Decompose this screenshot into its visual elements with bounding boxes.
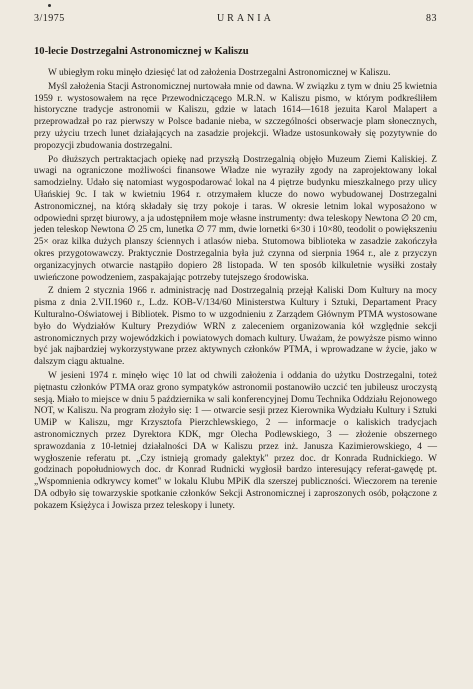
article-title: 10-lecie Dostrzegalni Astronomicznej w Kaliszu [34, 46, 249, 57]
article-body [34, 68, 437, 514]
paragraph: Po dłuższych pertraktacjach opiekę nad przyszłą Dostrzegalnią objęło Muzeum Ziemi Kaliskiej. Z uwagi na ograniczone możliwości finansowe Władze nie wyraziły zgody na zaprojektowany lokal samodzielny. Udało się natomiast wygospodarować lokal na 4 piętrze budynku mieszkalnego przy ulicy Ułańskiej 9c. I tak w kwietniu 1964 r. otrzymałem klucze do nowo wybudowanej Dostrzegalni Astronomicznej, na którą składały się trzy pokoje i taras. W okresie letnim lokal wyposażono w odpowiedni sprzęt biurowy, a ja udostępniłem moje własne instrumenty: dwa teleskopy Newtona ∅ 20 cm, jeden teleskop Newtona ∅ 25 cm, lunetka ∅ 77 mm, dwie lornetki 6×30 i 10×80, teodolit o powiększeniu 25× oraz kilka dużych planszy ściennych i atlasów nieba. Stutomowa biblioteka w zasadzie zakończyła okres przygotowawczy. Praktycznie Dostrzegalnia była już czynna od sierpnia 1964 r., ale z przyczyn organizacyjnych otwarcie nastąpiło dopiero 28 listopada. W ten sposób kilkuletnie wysiłki zostały uwieńczone powodzeniem, zaspakajając potrzeby tutejszego środowiska. [34, 154, 437, 283]
paragraph: Z dniem 2 stycznia 1966 r. administrację nad Dostrzegalnią przejął Kaliski Dom Kultury na mocy pisma z dnia 2.VII.1960 r., L.dz. KOB-V/134/60 Ministerstwa Kultury i Sztuki, Departament Pracy Kulturalno-Oświatowej i Bibliotek. Pismo to w uzgodnieniu z Zarządem Głównym PTMA wystosowane było do Wydziałów Kultury Prezydiów WRN z zaleceniem organizowania kół względnie sekcji astronomicznych przy wojewódzkich i powiatowych domach kultury. Uważam, że powyższe pismo winno być jak najbardziej wykorzystywane przez aktywnych członków PTMA, i wprowadzane w życie, jako w dalszym ciągu aktualne. [34, 286, 437, 368]
journal-name: URANIA [216, 13, 274, 24]
paragraph: W jesieni 1974 r. minęło więc 10 lat od chwili założenia i oddania do użytku Dostrzegalni, toteż piętnastu członków PTMA oraz grono sympatyków astronomii postanowiło uczcić ten jubileusz uroczystą sesją. Miało to miejsce w dniu 5 października w sali konferencyjnej Domu Technika Oddziału Rejonowego NOT, w Kaliszu. Na program złożyło się: 1 — otwarcie sesji przez Kierownika Wydziału Kultury i Sztuki UMiP w Kaliszu, mgr Krzysztofa Pierzchlewskiego, 2 — informacje o kaliskich tradycjach astronomicznych przez Dyrektora KDK, mgr Olecha Podlewskiego, 3 — złożenie obszernego sprawozdania z 10-letniej działalności DA w Kaliszu przez inż. Janusza Kazimierowskiego, 4 — wygłoszenie referatu pt. „Czy istnieją gromady galektyk" przez doc. dr Konrada Rudnickiego. W godzinach popołudniowych doc. dr Konrad Rudnicki wygłosił bardzo interesujący referat-gawędę pt. „Wspomnienia odkrywcy komet" w lokalu Klubu MPiK dla szerszej publiczności. Wieczorem na terenie DA odbyło się towarzyskie spotkanie członków Sekcji Astronomicznej i zaproszonych osób, połączone z pokazem Księżyca i Jowisza przez teleskopy i lunety. [34, 370, 437, 511]
issue-number: 3/1975 [34, 13, 65, 24]
running-header [34, 13, 437, 24]
paragraph: W ubiegłym roku minęło dziesięć lat od założenia Dostrzegalni Astronomicznej w Kaliszu. [48, 68, 391, 78]
print-mark [48, 4, 51, 7]
page-number: 83 [425, 13, 437, 24]
paragraph: Myśl założenia Stacji Astronomicznej nurtowała mnie od dawna. W związku z tym w dniu 25 kwietnia 1959 r. wystosowałem na ręce Przewodniczącego M.R.N. w Kaliszu pismo, w którym podkreśliłem historyczne tradycje astronomii w Kaliszu, gdzie w latach 1614—1618 jezuita Karol Malapert a przeprowadzał po raz pierwszy w Polsce badanie nieba, w szczególności obserwacje plam słonecznych, przy użyciu trzech lunet działających na zasadzie projekcji. Władze ustosunkowały się pozytywnie do propozycji zbudowania dostrzegalni. [34, 81, 437, 151]
